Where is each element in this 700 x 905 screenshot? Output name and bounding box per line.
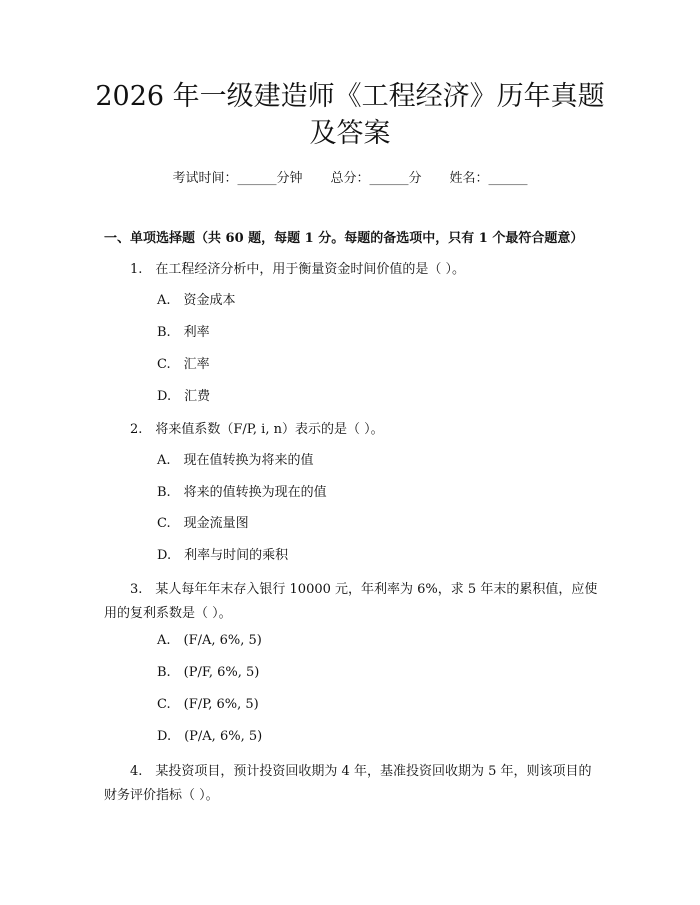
question-1-option-d: D. 汇费	[157, 389, 211, 404]
question-1-option-a: A. 资金成本	[157, 293, 236, 308]
exam-score: 总分：______分	[330, 171, 422, 186]
question-2-option-a: A. 现在值转换为将来的值	[157, 453, 314, 468]
section-heading: 一、单项选择题（共 60 题，每题 1 分。每题的备选项中，只有 1 个最符合题意）	[104, 231, 584, 246]
question-2-stem: 2. 将来值系数（F/P, i, n）表示的是（ ）。	[130, 422, 384, 437]
question-1-option-b: B. 利率	[157, 325, 210, 340]
exam-time: 考试时间：______分钟	[172, 171, 303, 186]
question-2-option-b: B. 将来的值转换为现在的值	[157, 485, 327, 500]
page-title: 2026 年一级建造师《工程经济》历年真题及答案	[95, 81, 605, 149]
question-2-option-c: C. 现金流量图	[157, 516, 249, 531]
question-3-stem: 3. 某人每年年末存入银行 10000 元，年利率为 6%，求 5 年末的累积值，应使用的复利系数是（ ）。	[104, 582, 598, 621]
question-3-option-a: A. (F/A, 6%, 5)	[157, 633, 262, 648]
question-3-option-c: C. (F/P, 6%, 5)	[157, 697, 259, 712]
question-3-option-b: B. (P/F, 6%, 5)	[157, 665, 260, 680]
question-2-option-d: D. 利率与时间的乘积	[157, 548, 289, 563]
question-1-option-c: C. 汇率	[157, 357, 210, 372]
question-3-option-d: D. (P/A, 6%, 5)	[157, 729, 263, 744]
question-4-stem: 4. 某投资项目，预计投资回收期为 4 年，基准投资回收期为 5 年，则该项目的财务评价指标（ ）。	[104, 764, 592, 803]
exam-name: 姓名：______	[449, 171, 528, 186]
question-1-stem: 1. 在工程经济分析中，用于衡量资金时间价值的是（ ）。	[130, 262, 466, 277]
exam-meta	[0, 170, 700, 188]
